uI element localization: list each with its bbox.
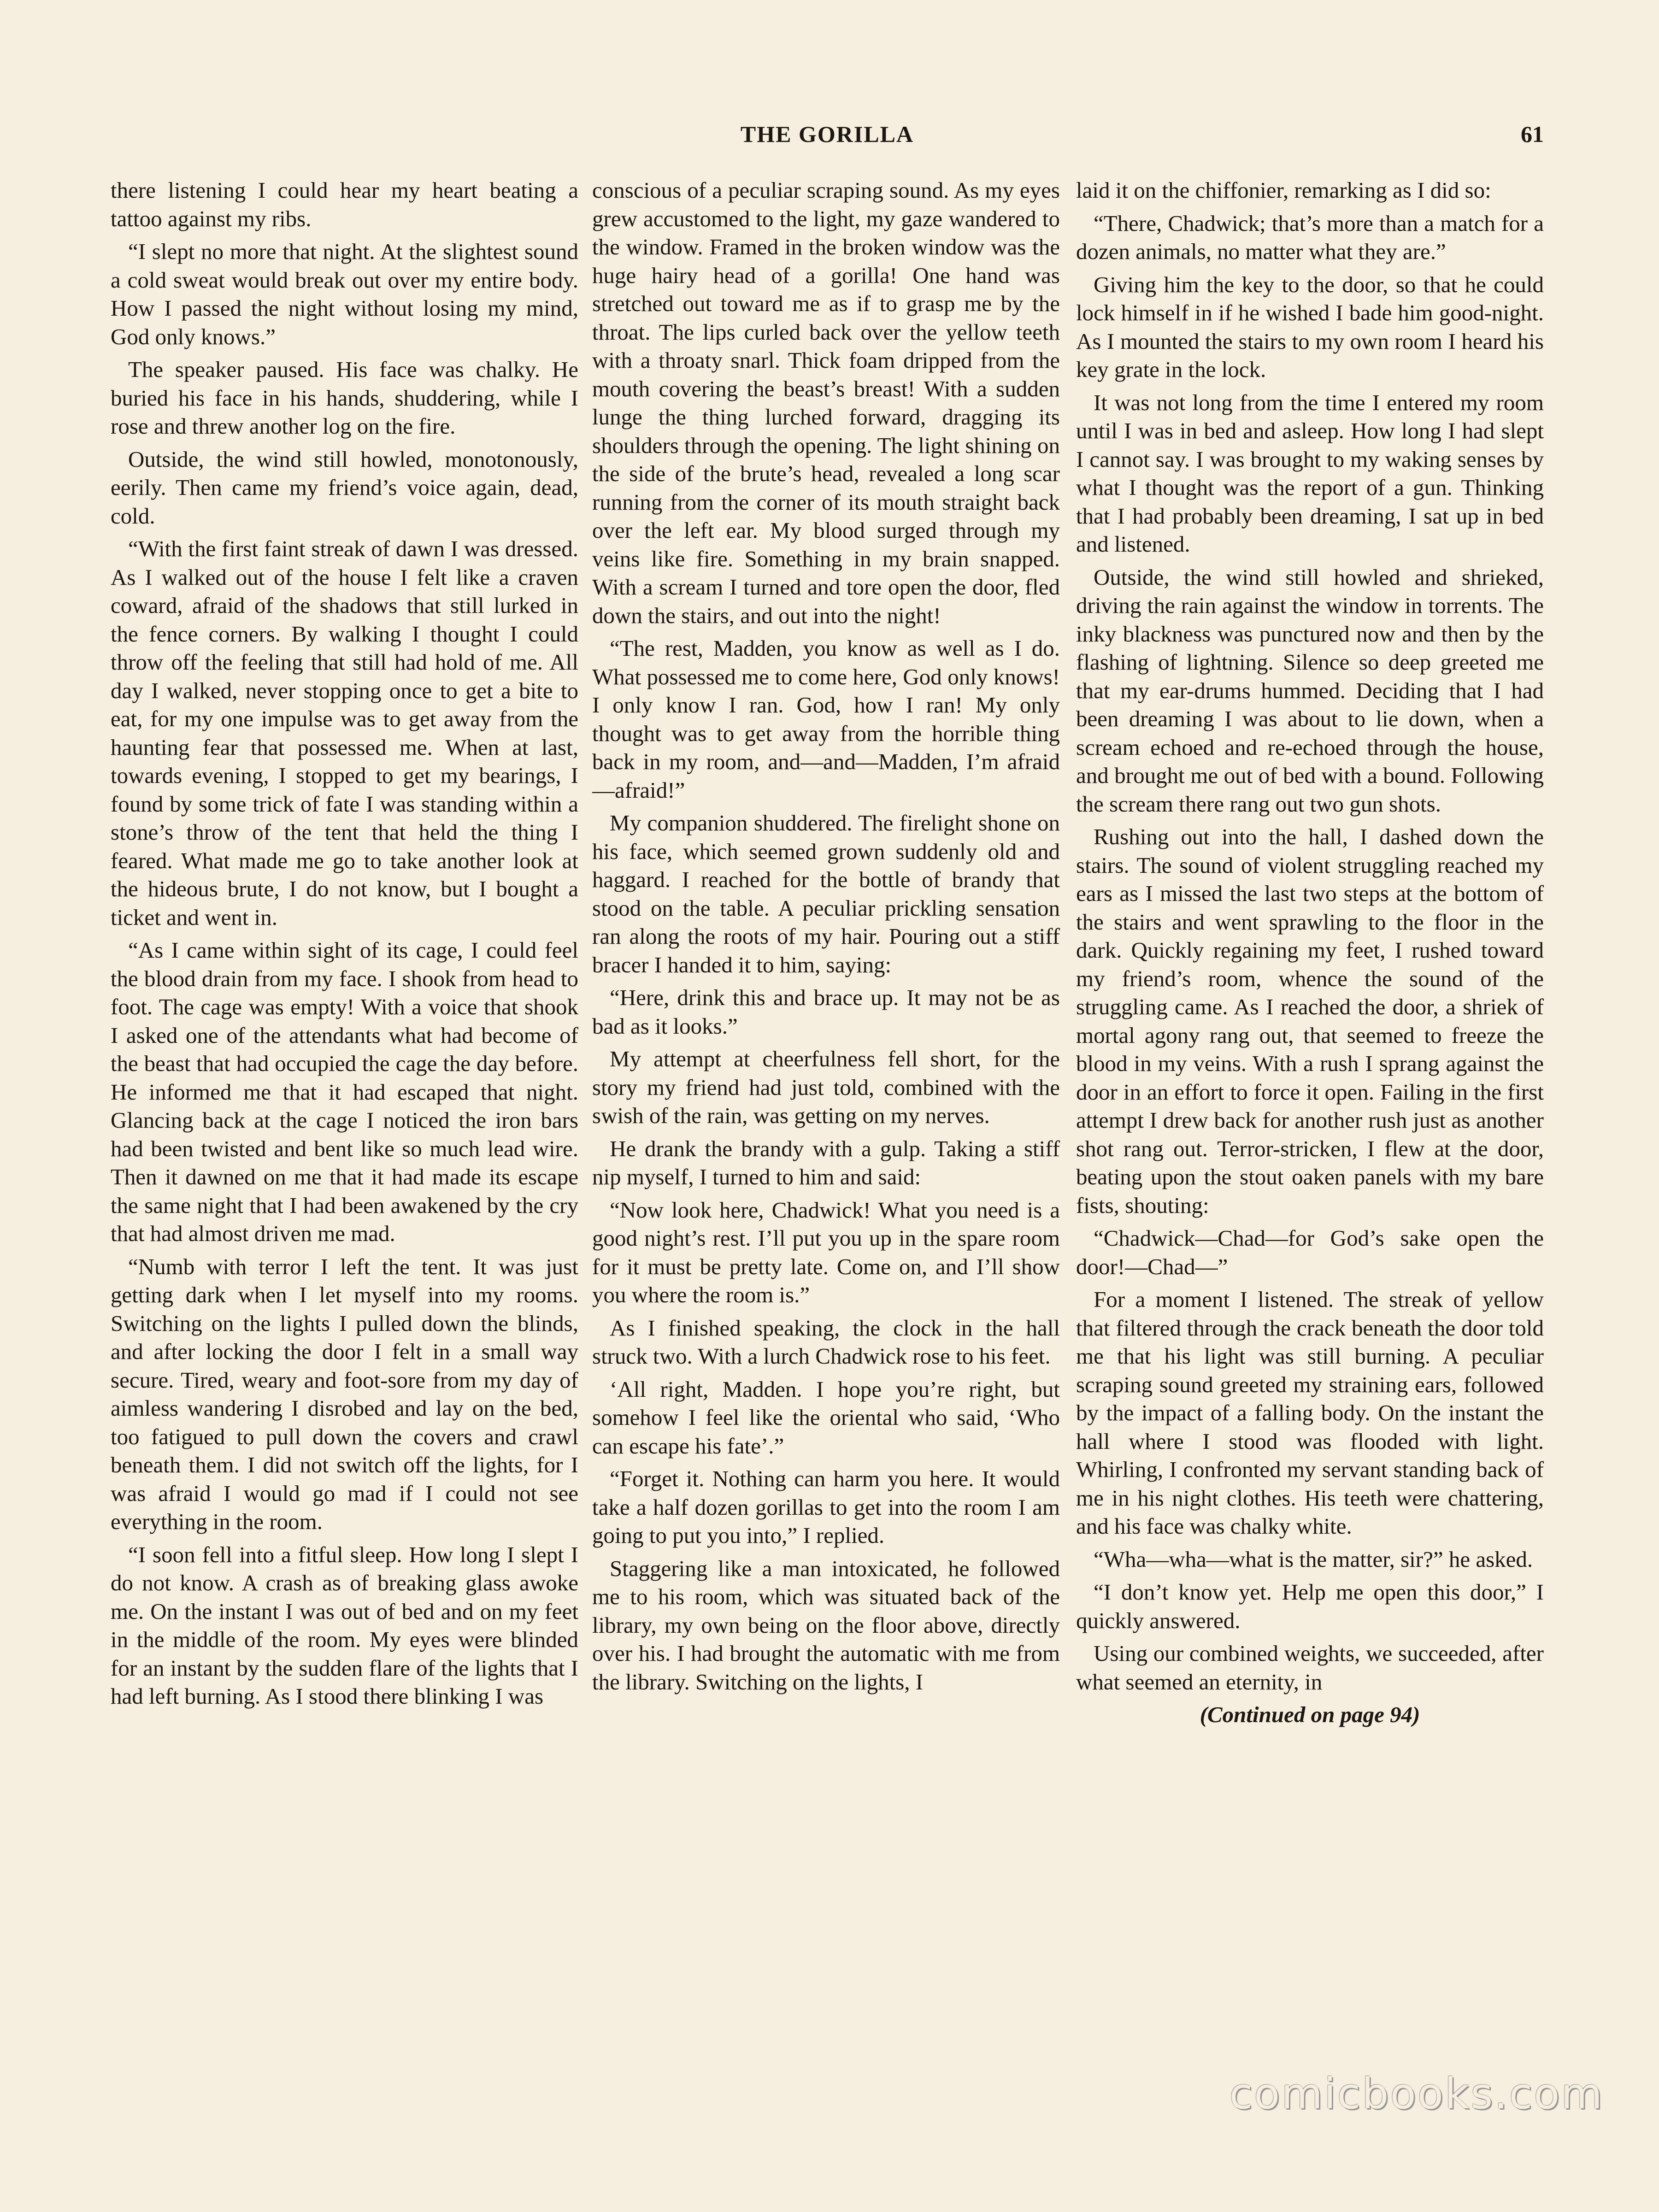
paragraph: “Numb with terror I left the tent. It was just getting dark when I let myself into my rooms. Switching on the lights I pulled down the blinds, and after locking the door I felt in a small way secure. Tired, weary and foot-sore from my day of aimless wandering I disrobed and lay on the bed, too fatigued to pull down the covers and crawl beneath them. I did not switch off the lights, for I was afraid I would go mad if I could not see everything in the room. [111, 1253, 578, 1534]
paragraph: Outside, the wind still howled, monotonously, eerily. Then came my friend’s voice again, dead, cold. [111, 446, 578, 529]
paragraph: “Now look here, Chadwick! What you need is a good night’s rest. I’ll put you up in the spare room for it must be pretty late. Come on, and I’ll show you where the room is.” [592, 1197, 1060, 1307]
page-header [111, 121, 1544, 158]
paragraph: Staggering like a man intoxicated, he followed me to his room, which was situated back of the library, my own being on the floor above, directly over his. I had brought the automatic with me from the library. Switching on the lights, I [592, 1555, 1060, 1694]
paragraph: Rushing out into the hall, I dashed down the stairs. The sound of violent struggling reached my ears as I missed the last two steps at the bottom of the stairs and went sprawling to the floor in the dark. Quickly regaining my feet, I rushed toward my friend’s room, whence the sound of the struggling came. As I reached the door, a shriek of mortal agony rang out, that seemed to freeze the blood in my veins. With a rush I sprang against the door in an effort to force it open. Failing in the first attempt I drew back for another rush just as another shot rang out. Terror-stricken, I flew at the door, beating upon the stout oaken panels with my bare fists, shouting: [1076, 824, 1544, 1218]
paragraph: It was not long from the time I entered my room until I was in bed and asleep. How long I had slept I cannot say. I was brought to my waking senses by what I thought was the report of a gun. Thinking that I had probably been dreaming, I sat up in bed and listened. [1076, 389, 1544, 557]
watermark-logo: comicbooks.com [1229, 2069, 1604, 2118]
paragraph: “I slept no more that night. At the slightest sound a cold sweat would break out over my entire body. How I passed the night without losing my mind, God only knows.” [111, 239, 578, 349]
paragraph: laid it on the chiffonier, remarking as I did so: [1076, 177, 1491, 203]
paragraph: As I finished speaking, the clock in the hall struck two. With a lurch Chadwick rose to his feet. [592, 1315, 1060, 1369]
paragraph: “I soon fell into a fitful sleep. How long I slept I do not know. A crash as of breaking glass awoke me. On the instant I was out of bed and on my feet in the middle of the room. My eyes were blinded for an instant by the sudden flare of the lights that I had left burning. As I stood there blinking I was [111, 1541, 578, 1709]
text-column-3 [1076, 176, 1544, 2075]
page-number: 61 [1521, 121, 1544, 147]
paragraph: ‘All right, Madden. I hope you’re right, but somehow I feel like the oriental who said, ‘Who can escape his fate’.” [592, 1376, 1060, 1459]
paragraph: Using our combined weights, we succeeded, after what seemed an eternity, in [1076, 1641, 1544, 1694]
paragraph: “As I came within sight of its cage, I could feel the blood drain from my face. I shook from head to foot. The cage was empty! With a voice that shook I asked one of the attendants what had become of the beast that had occupied the cage the day before. He informed me that it had escaped that night. Glancing back at the cage I noticed the iron bars had been twisted and bent like so much lead wire. Then it dawned on me that it had made its escape the same night that I had been awakened by the cry that had almost driven me mad. [111, 937, 578, 1246]
text-column-2 [592, 176, 1060, 2075]
paragraph: “There, Chadwick; that’s more than a match for a dozen animals, no matter what they are.” [1076, 210, 1544, 264]
running-title: THE GORILLA [740, 121, 914, 147]
paragraph: Giving him the key to the door, so that he could lock himself in if he wished I bade him good-night. As I mounted the stairs to my own room I heard his key grate in the lock. [1076, 271, 1544, 382]
continued-notice: (Continued on page 94) [1200, 1702, 1420, 1727]
paragraph: conscious of a peculiar scraping sound. As my eyes grew accustomed to the light, my gaze wandered to the window. Framed in the broken window was the huge hairy head of a gorilla! One hand was stretched out toward me as if to grasp me by the throat. The lips curled back over the yellow teeth with a throaty snarl. Thick foam dripped from the mouth covering the beast’s breast! With a sudden lunge the thing lurched forward, dragging its shoulders through the opening. The light shining on the side of the brute’s head, revealed a long scar running from the corner of its mouth straight back over the left ear. My blood surged through my veins like fire. Something in my brain snapped. With a scream I turned and tore open the door, fled down the stairs, and out into the night! [592, 177, 1060, 628]
paragraph: “The rest, Madden, you know as well as I do. What possessed me to come here, God only knows! I only know I ran. God, how I ran! My only thought was to get away from the horrible thing back in my room, and—and—Madden, I’m afraid—afraid!” [592, 635, 1060, 803]
paragraph: “I don’t know yet. Help me open this door,” I quickly answered. [1076, 1579, 1544, 1633]
paragraph: “Chadwick—Chad—for God’s sake open the door!—Chad—” [1076, 1225, 1544, 1279]
paragraph: “Forget it. Nothing can harm you here. It would take a half dozen gorillas to get into the room I am going to put you into,” I replied. [592, 1466, 1060, 1548]
text-columns [111, 176, 1544, 2075]
paragraph: “Wha—wha—what is the matter, sir?” he asked. [1094, 1546, 1533, 1572]
paragraph: My companion shuddered. The firelight shone on his face, which seemed grown suddenly old and haggard. I reached for the bottle of brandy that stood on the table. A peculiar prickling sensation ran along the roots of my hair. Pouring out a stiff bracer I handed it to him, saying: [592, 810, 1060, 977]
paragraph: there listening I could hear my heart beating a tattoo against my ribs. [111, 177, 578, 231]
paragraph: The speaker paused. His face was chalky. He buried his face in his hands, shuddering, while I rose and threw another log on the fire. [111, 357, 578, 439]
text-column-1 [111, 176, 578, 2075]
paragraph: “With the first faint streak of dawn I was dressed. As I walked out of the house I felt like a craven coward, afraid of the shadows that still lurked in the fence corners. By walking I thought I could throw off the feeling that still had hold of me. All day I walked, never stopping once to get a bite to eat, for my one impulse was to get away from the haunting fear that possessed me. When at last, towards evening, I stopped to get my bearings, I found by some trick of fate I was standing within a stone’s throw of the tent that held the thing I feared. What made me go to take another look at the hideous brute, I do not know, but I bought a ticket and went in. [111, 536, 578, 930]
paragraph: “Here, drink this and brace up. It may not be as bad as it looks.” [592, 985, 1060, 1039]
paragraph: My attempt at cheerfulness fell short, for the story my friend had just told, combined with the swish of the rain, was getting on my nerves. [592, 1046, 1060, 1128]
paragraph: Outside, the wind still howled and shrieked, driving the rain against the window in torrents. The inky blackness was punctured now and then by the flashing of lightning. Silence so deep greeted me that my ear-drums hummed. Deciding that I had been dreaming I was about to lie down, when a scream echoed and re-echoed through the house, and brought me out of bed with a bound. Following the scream there rang out two gun shots. [1076, 564, 1544, 817]
paragraph: He drank the brandy with a gulp. Taking a stiff nip myself, I turned to him and said: [592, 1135, 1060, 1189]
paragraph: For a moment I listened. The streak of yellow that filtered through the crack beneath the door told me that his light was still burning. A peculiar scraping sound greeted my straining ears, followed by the impact of a falling body. On the instant the hall where I stood was flooded with light. Whirling, I confronted my servant standing back of me in his night clothes. His teeth were chattering, and his face was chalky white. [1076, 1287, 1544, 1539]
